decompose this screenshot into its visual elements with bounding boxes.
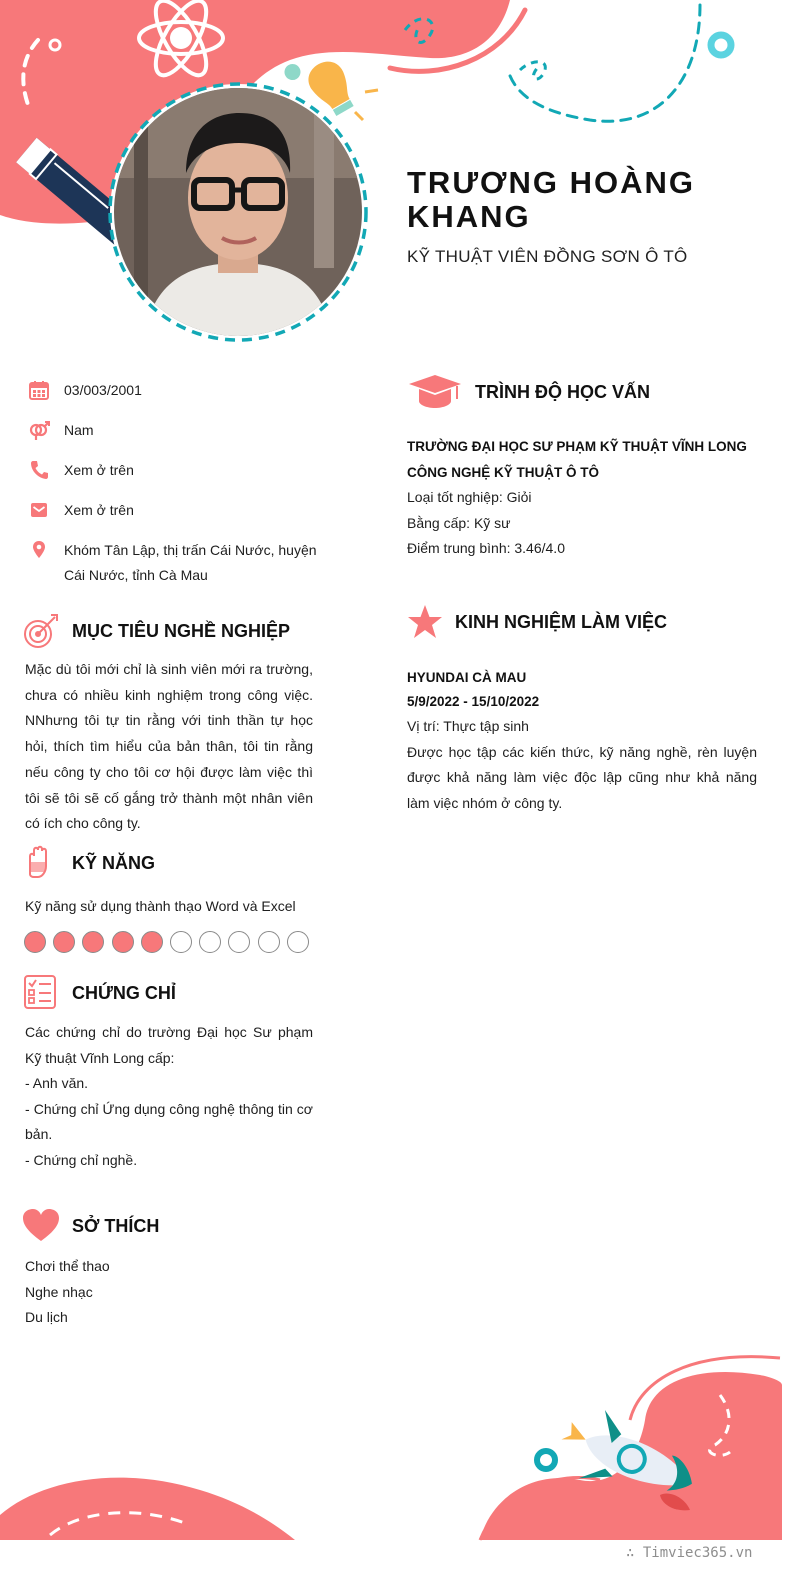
objective-heading: MỤC TIÊU NGHỀ NGHIỆP <box>22 612 290 650</box>
rating-dot-empty <box>199 931 221 953</box>
contact-gender: Nam <box>28 418 318 443</box>
hobby-item: Chơi thể thao <box>25 1258 110 1274</box>
school-name: TRƯỜNG ĐẠI HỌC SƯ PHẠM KỸ THUẬT VĨNH LONG <box>407 439 747 454</box>
rating-dot-empty <box>228 931 250 953</box>
education-details <box>407 434 777 562</box>
hobbies-list <box>25 1254 110 1331</box>
target-icon <box>22 612 60 650</box>
job-title: KỸ THUẬT VIÊN ĐỒNG SƠN Ô TÔ <box>407 247 688 266</box>
certificate-item: - Chứng chỉ nghề. <box>25 1151 138 1168</box>
degree: Bằng cấp: Kỹ sư <box>407 514 511 531</box>
skills-heading: KỸ NĂNG <box>22 844 155 882</box>
certificate-item: - Chứng chỉ Ứng dụng công nghệ thông tin cơ bản. <box>25 1100 313 1143</box>
mail-icon <box>28 499 50 521</box>
company-name: HYUNDAI CÀ MAU <box>407 670 527 685</box>
work-position: Vị trí: Thực tập sinh <box>407 718 529 734</box>
grade: Loại tốt nghiệp: Giỏi <box>407 489 532 505</box>
hobby-item: Du lịch <box>25 1309 68 1325</box>
teal-ring-icon <box>537 1451 555 1469</box>
major-name: CÔNG NGHỆ KỸ THUẬT Ô TÔ <box>407 464 599 480</box>
avatar <box>114 88 362 336</box>
certificates-intro: Các chứng chỉ do trường Đại học Sư phạm Kỹ thuật Vĩnh Long cấp: <box>25 1024 313 1066</box>
hobbies-heading: SỞ THÍCH <box>22 1207 159 1245</box>
rating-dot-empty <box>287 931 309 953</box>
rating-dot-empty <box>258 931 280 953</box>
watermark: ∴ Timviec365.vn <box>626 1545 753 1561</box>
contact-email: Xem ở trên <box>28 498 318 523</box>
calendar-icon <box>28 379 50 401</box>
experience-heading: KINH NGHIỆM LÀM VIỆC <box>407 604 667 640</box>
certificates-heading: CHỨNG CHỈ <box>22 974 176 1012</box>
rating-dot-filled <box>112 931 134 953</box>
rating-dot-empty <box>170 931 192 953</box>
contact-info <box>28 378 318 603</box>
rating-dot-filled <box>24 931 46 953</box>
education-heading: TRÌNH ĐỘ HỌC VẤN <box>407 372 650 412</box>
profile-photo-frame <box>106 80 370 344</box>
teal-ring-icon <box>711 35 731 55</box>
rating-dot-filled <box>53 931 75 953</box>
location-pin-icon <box>28 539 50 561</box>
certificate-item: - Anh văn. <box>25 1075 89 1092</box>
contact-address: Khóm Tân Lập, thị trấn Cái Nước, huyện Cái Nước, tỉnh Cà Mau <box>28 538 318 588</box>
hobby-item: Nghe nhạc <box>25 1283 93 1300</box>
graduation-cap-icon <box>407 372 463 412</box>
gpa: Điểm trung bình: 3.46/4.0 <box>407 540 565 556</box>
contact-phone: Xem ở trên <box>28 458 318 483</box>
contact-birthday: 03/003/2001 <box>28 378 318 403</box>
rating-dot-filled <box>82 931 104 953</box>
phone-icon <box>28 459 50 481</box>
heart-icon <box>22 1207 60 1245</box>
candidate-name: TRƯƠNG HOÀNG KHANG <box>407 165 695 234</box>
skill-item: Kỹ năng sử dụng thành thạo Word và Excel <box>25 898 296 914</box>
work-period: 5/9/2022 - 15/10/2022 <box>407 694 540 709</box>
work-description: Được học tập các kiến thức, kỹ năng nghề, rèn luyện được khả năng làm việc độc lập cũng như khả năng làm việc nhóm ở công ty. <box>407 743 757 811</box>
experience-details <box>407 666 757 816</box>
objective-text: Mặc dù tôi mới chỉ là sinh viên mới ra trường, chưa có nhiều kinh nghiệm trong công việc. NNhưng tôi tự tin rằng với tinh thần tự học hỏi, thích tìm hiểu của bản thân, tôi tin rằng nếu công ty cho tôi cơ hội được làm việc thì tôi sẽ tôi sẽ cố gắng trở thành một nhân viên có ích cho công ty. <box>25 661 313 832</box>
star-icon <box>407 604 443 640</box>
pink-blob-bottom-left <box>0 1478 295 1540</box>
skill-rating <box>24 931 316 953</box>
rating-dot-filled <box>141 931 163 953</box>
checklist-icon <box>22 974 60 1012</box>
gender-icon <box>28 419 50 441</box>
hand-icon <box>22 844 60 882</box>
certificates-list <box>25 1020 313 1173</box>
